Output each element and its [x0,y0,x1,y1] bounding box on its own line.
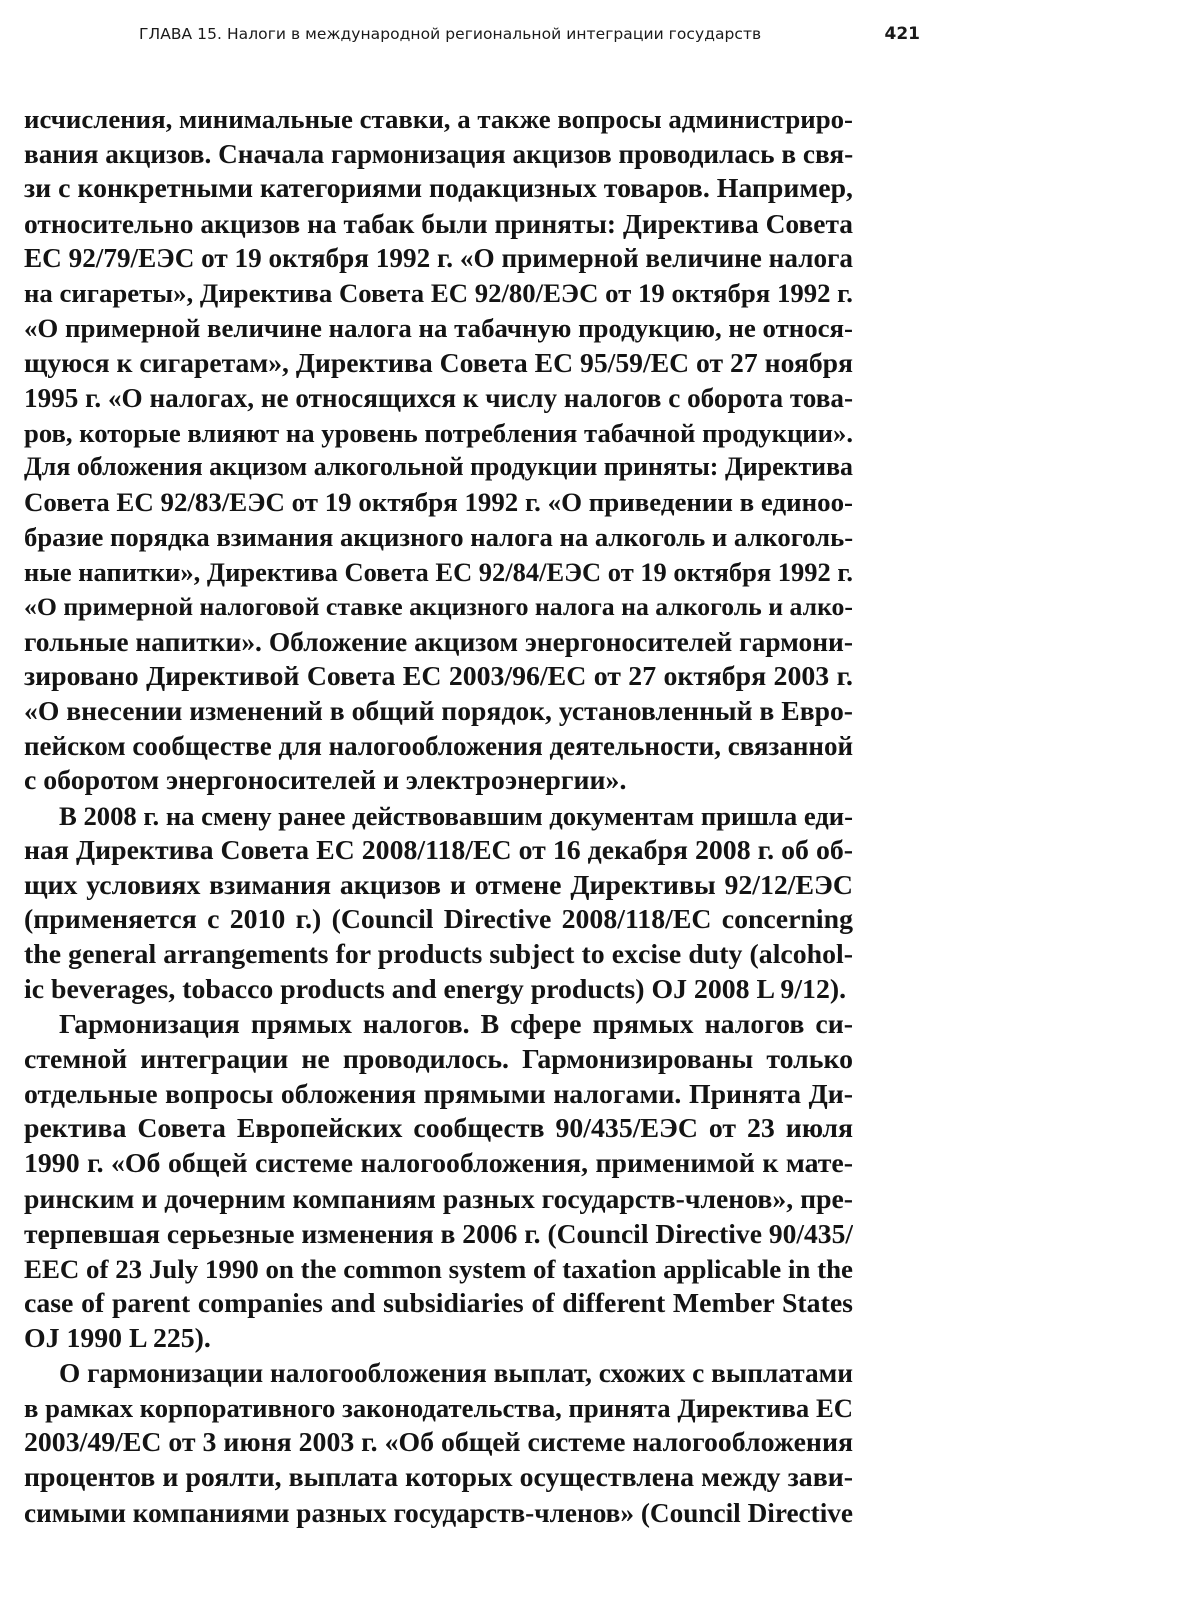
body-text [24,102,853,1531]
text-line: «О примерной налоговой ставке акцизного налога на алкоголь и алко- [24,591,853,621]
text-line: пейском сообществе для налогообложения деятельности, связанной [24,731,853,762]
text-line: терпевшая серьезные изменения в 2006 г. (Council Directive 90/435/ [24,1218,853,1249]
text-line: the general arrangements for products subject to excise duty (alcohol- [24,939,853,971]
text-line: Совета ЕС 92/83/ЕЭС от 19 октября 1992 г. «О приведении в единоо- [24,487,853,518]
text-line: О гармонизации налогообложения выплат, схожих с выплатами [59,1358,853,1389]
text-line: щуюся к сигаретам», Директива Совета ЕС 95/59/ЕС от 27 ноября [24,346,853,378]
text-line: ЕС 92/79/ЕЭС от 19 октября 1992 г. «О примерной величине налога [24,243,853,274]
running-head [139,20,920,48]
text-line: процентов и роялти, выплата которых осуществлена между зави- [24,1461,853,1493]
chapter-title: ГЛАВА 15. Налоги в международной региональной интеграции государств [139,25,762,43]
text-line: 1990 г. «Об общей системе налогообложения, применимой к мате- [24,1148,853,1180]
text-line: ic beverages, tobacco products and energy products) OJ 2008 L 9/12). [24,974,847,1006]
text-line: Гармонизация прямых налогов. В сфере прямых налогов си- [59,1008,853,1040]
text-line: Для обложения акцизом алкогольной продукции приняты: Директива [24,452,853,482]
text-line: 2003/49/ЕС от 3 июня 2003 г. «Об общей системе налогообложения [24,1427,853,1459]
text-line: стемной интеграции не проводилось. Гармонизированы только [24,1043,853,1075]
text-line: 1995 г. «О налогах, не относящихся к числу налогов с оборота това- [24,382,853,413]
text-line: EEC of 23 July 1990 on the common system of taxation applicable in the [24,1253,853,1284]
text-line: case of parent companies and subsidiaries of different Member States [24,1287,853,1319]
text-line: зи с конкретными категориями подакцизных товаров. Например, [24,172,853,204]
text-line: ринским и дочерним компаниям разных государств-членов», пре- [24,1183,853,1215]
text-line: OJ 1990 L 225). [24,1322,211,1354]
text-line: симыми компаниями разных государств-членов» (Council Directive [24,1497,853,1528]
text-line: на сигареты», Директива Совета ЕС 92/80/ЕЭС от 19 октября 1992 г. [24,278,853,309]
page-number: 421 [884,24,920,44]
text-line: В 2008 г. на смену ранее действовавшим документам пришла еди- [59,800,853,831]
text-line: вания акцизов. Сначала гармонизация акцизов проводилась в свя- [24,138,853,169]
text-line: «О внесении изменений в общий порядок, установленный в Евро- [24,695,853,727]
text-line: в рамках корпоративного законодательства, принята Директива ЕС [24,1393,853,1424]
text-line: ная Директива Совета ЕС 2008/118/ЕС от 16 декабря 2008 г. об об- [24,834,853,866]
text-line: (применяется с 2010 г.) (Council Directive 2008/118/EC concerning [24,904,853,936]
text-line: относительно акцизов на табак были приняты: Директива Совета [24,208,853,239]
text-line: бразие порядка взимания акцизного налога на алкоголь и алкоголь- [24,522,853,553]
text-line: гольные напитки». Обложение акцизом энергоносителей гармони- [24,626,853,657]
text-line: исчисления, минимальные ставки, а также вопросы администриро- [24,104,853,134]
text-line: ров, которые влияют на уровень потребления табачной продукции». [24,417,853,448]
text-line: «О примерной величине налога на табачную продукцию, не относя- [24,313,853,344]
text-line: с оборотом энергоносителей и электроэнергии». [24,765,627,797]
text-line: зировано Директивой Совета ЕС 2003/96/ЕС от 27 октября 2003 г. [24,660,853,692]
text-line: отдельные вопросы обложения прямыми налогами. Принята Ди- [24,1078,853,1110]
text-line: ректива Совета Европейских сообществ 90/435/ЕЭС от 23 июля [24,1113,853,1145]
text-line: ные напитки», Директива Совета ЕС 92/84/ЕЭС от 19 октября 1992 г. [24,556,853,587]
text-line: щих условиях взимания акцизов и отмене Директивы 92/12/ЕЭС [24,869,853,901]
